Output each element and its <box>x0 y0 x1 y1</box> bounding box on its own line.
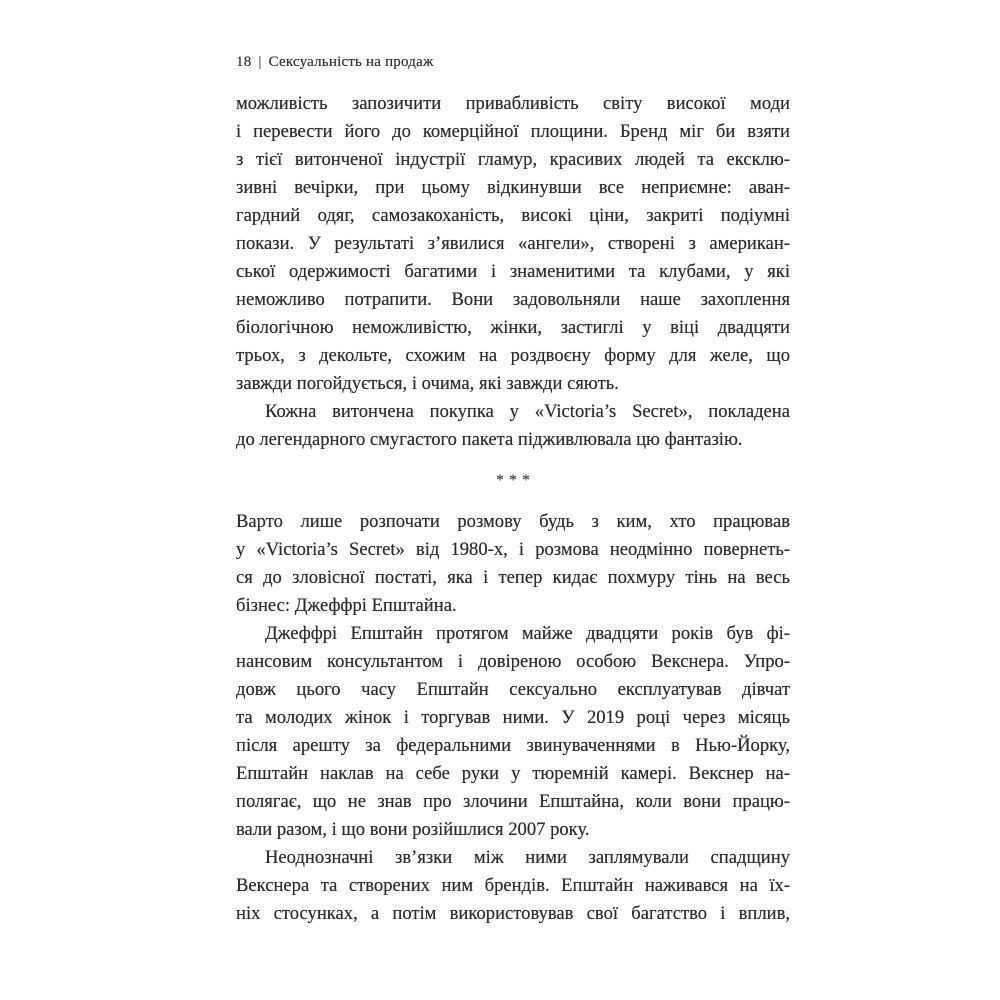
paragraph <box>236 398 790 454</box>
text-line: біологічною неможливістю, жінки, застиглі у віці двадцяти <box>236 317 790 338</box>
paragraph <box>236 620 790 844</box>
text-line: бізнес: Джеффрі Епштайна. <box>236 595 457 616</box>
text-line: довж цього часу Епштайн сексуально експлуатував дівчат <box>236 679 790 700</box>
text-line: трьох, з декольте, схожим на роздвоєну форму для желе, що <box>236 345 790 366</box>
text-line: неможливо потрапити. Вони задовольняли наше захоплення <box>236 289 790 310</box>
text-line: після арешту за федеральними звинуваченнями в Нью-Йорку, <box>236 735 790 756</box>
text-line: з тієї витонченої індустрії гламур, красивих людей та ексклю- <box>236 149 790 170</box>
text-line: ніх стосунках, а потім використовував свої багатство і вплив, <box>236 903 790 924</box>
text-line: у «Victoria’s Secret» від 1980-х, і розмова неодмінно повернеть- <box>236 539 790 560</box>
paragraph <box>236 508 790 620</box>
header-divider: | <box>258 54 262 70</box>
paragraph <box>236 90 790 398</box>
running-header <box>236 54 434 71</box>
page-body <box>236 90 790 928</box>
text-line: Кожна витончена покупка у «Victoria’s Secret», покладена <box>265 401 790 422</box>
text-line: Джеффрі Епштайн протягом майже двадцяти років був фі- <box>265 623 790 644</box>
text-line: нансовим консультантом і довіреною особою Векснера. Упро- <box>236 651 790 672</box>
text-line: гардний одяг, самозакоханість, високі ціни, закриті подіумні <box>236 205 790 226</box>
paragraph <box>236 844 790 928</box>
section-separator <box>236 454 790 508</box>
text-line: Векснера та створених ним брендів. Епштайн наживався на їх- <box>236 875 790 896</box>
separator-asterisks: *** <box>496 472 535 489</box>
text-line: можливість запозичити привабливість світу високої моди <box>236 93 790 114</box>
text-line: вали разом, і що вони розійшлися 2007 року. <box>236 819 590 840</box>
text-line: полягає, що не знав про злочини Епштайна, коли вони працю- <box>236 791 790 812</box>
text-line: ся до зловісної постаті, яка і тепер кидає похмуру тінь на весь <box>236 567 790 588</box>
text-line: Епштайн наклав на себе руки у тюремній камері. Векснер на- <box>236 763 790 784</box>
text-line: та молодих жінок і торгував ними. У 2019 році через місяць <box>236 707 790 728</box>
text-line: Неоднозначні зв’язки між ними заплямували спадщину <box>265 847 790 868</box>
running-title: Сексуальність на продаж <box>268 54 434 70</box>
text-line: і перевести його до комерційної площини. Бренд міг би взяти <box>236 121 790 142</box>
text-line: покази. У результаті з’явилися «ангели», створені з американ- <box>236 233 790 254</box>
text-line: завжди погойдується, і очима, які завжди сяють. <box>236 373 619 394</box>
text-line: зивні вечірки, при цьому відкинувши все неприємне: аван- <box>236 177 790 198</box>
text-line: до легендарного смугастого пакета підживлювала цю фантазію. <box>236 429 743 450</box>
text-line: ської одержимості багатими і знаменитими та клубами, у які <box>236 261 790 282</box>
page-number: 18 <box>236 54 252 70</box>
text-line: Варто лише розпочати розмову будь з ким, хто працював <box>236 511 790 532</box>
